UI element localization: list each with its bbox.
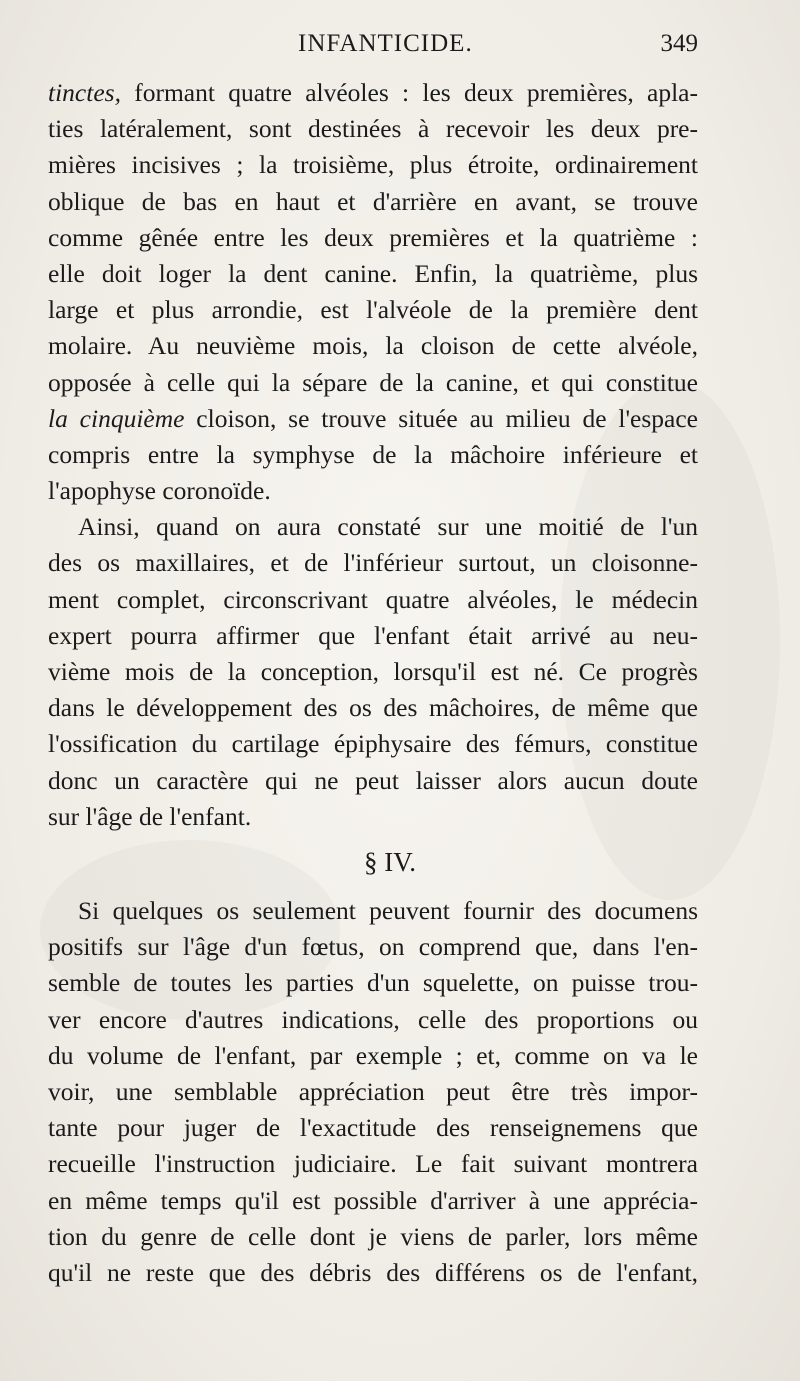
text-line: molaire. Au neuvième mois, la cloison de cette alvéole, (48, 331, 698, 361)
text-line: tion du genre de celle dont je viens de parler, lors même (48, 1221, 698, 1251)
text-line: semble de toutes les parties d'un squelette, on puisse trou- (48, 968, 698, 998)
text-line: Si quelques os seulement peuvent fournir des documens (78, 896, 698, 925)
text-line: tinctes, formant quatre alvéoles : les deux premières, apla- (48, 78, 698, 107)
text-line: ver encore d'autres indications, celle des proportions ou (48, 1004, 698, 1034)
body-text (48, 75, 698, 835)
page-header (48, 30, 698, 64)
text-line: comme gênée entre les deux premières et la quatrième : (48, 222, 698, 252)
text-line: opposée à celle qui la sépare de la canine, et qui constitue (48, 367, 698, 397)
text-line: expert pourra affirmer que l'enfant était arrivé au neu- (48, 620, 698, 650)
text-line: la cinquième cloison, se trouve située au milieu de l'espace (48, 403, 698, 433)
text-line: elle doit loger la dent canine. Enfin, la quatrième, plus (48, 258, 698, 288)
text-line: des os maxillaires, et de l'inférieur surtout, un cloisonne- (48, 548, 698, 578)
text-line: en même temps qu'il est possible d'arriver à une apprécia- (48, 1185, 698, 1215)
text-line: voir, une semblable appréciation peut être très impor- (48, 1076, 698, 1106)
text-line: tante pour juger de l'exactitude des renseignemens que (48, 1113, 698, 1143)
text-line: ment complet, circonscrivant quatre alvéoles, le médecin (48, 584, 698, 614)
text-line: recueille l'instruction judiciaire. Le fait suivant montrera (48, 1149, 698, 1179)
text-line: positifs sur l'âge d'un fœtus, on comprend que, dans l'en- (48, 932, 698, 962)
text-line: donc un caractère qui ne peut laisser alors aucun doute (48, 765, 698, 795)
text-line: dans le développement des os des mâchoires, de même que (48, 693, 698, 723)
running-title: INFANTICIDE. (298, 30, 473, 57)
text-line: oblique de bas en haut et d'arrière en avant, se trouve (48, 186, 698, 216)
section-heading-text: § IV. (363, 847, 416, 877)
text-line: du volume de l'enfant, par exemple ; et, comme on va le (48, 1040, 698, 1070)
text-line: sur l'âge de l'enfant. (48, 801, 252, 831)
text-line: vième mois de la conception, lorsqu'il est né. Ce progrès (48, 657, 698, 686)
section-heading (0, 847, 800, 878)
text-line: large et plus arrondie, est l'alvéole de la première dent (48, 295, 698, 325)
page-number: 349 (660, 30, 698, 57)
text-line: l'apophyse coronoïde. (48, 476, 271, 506)
text-line: mières incisives ; la troisième, plus étroite, ordinairement (48, 150, 698, 180)
text-line: l'ossification du cartilage épiphysaire des fémurs, constitue (48, 729, 698, 759)
section-paragraph (48, 893, 698, 1291)
text-line: ties latéralement, sont destinées à recevoir les deux pre- (48, 114, 698, 144)
text-line: Ainsi, quand on aura constaté sur une moitié de l'un (78, 512, 698, 542)
text-line: compris entre la symphyse de la mâchoire inférieure et (48, 439, 698, 469)
text-line: qu'il ne reste que des débris des différens os de l'enfant, (48, 1257, 698, 1287)
